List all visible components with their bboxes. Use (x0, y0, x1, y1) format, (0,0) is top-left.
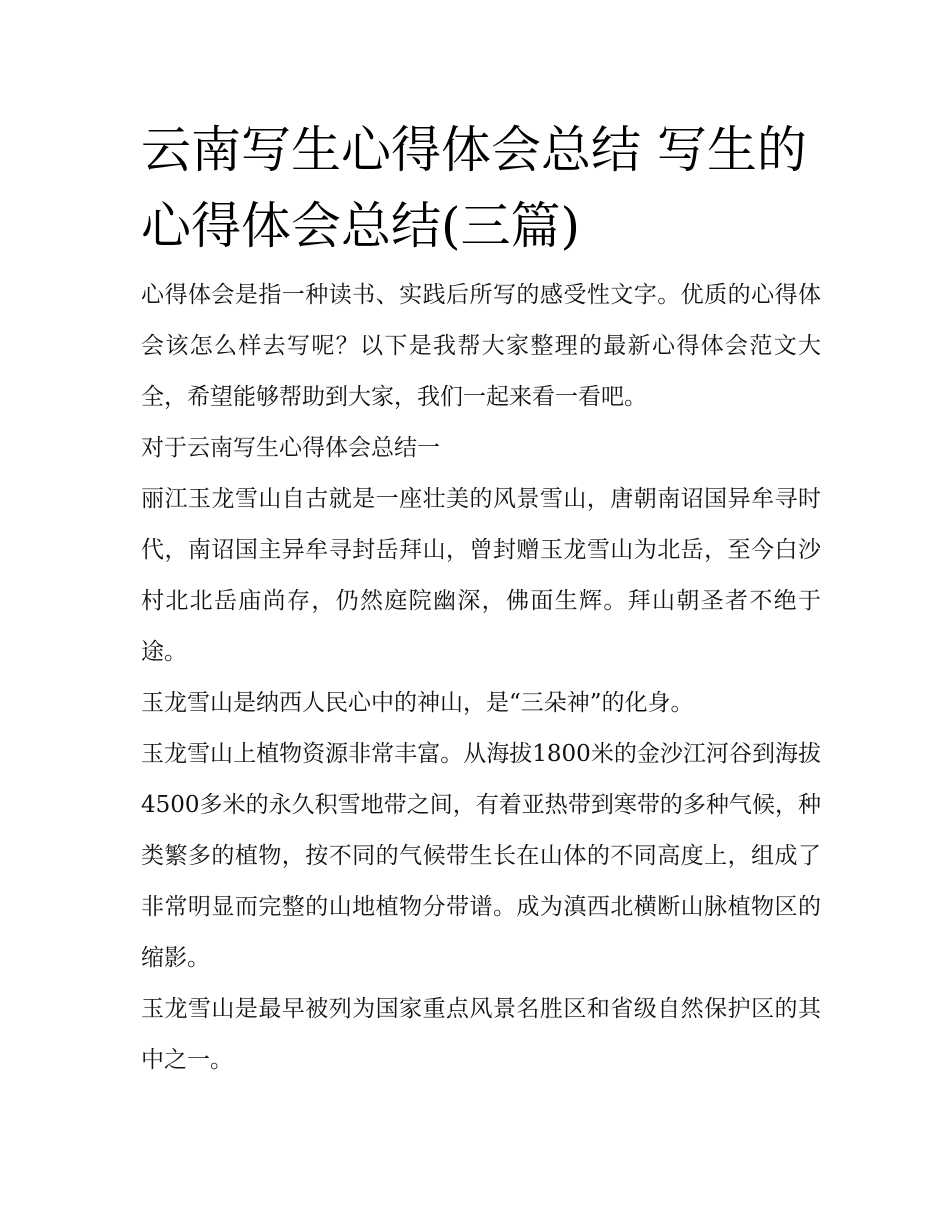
body-paragraph: 玉龙雪山上植物资源非常丰富。从海拔1800米的金沙江河谷到海拔4500多米的永久积雪地带之间，有着亚热带到寒带的多种气候，种类繁多的植物，按不同的气候带生长在山体的不同高度上，组成了非常明显而完整的山地植物分带谱。成为滇西北横断山脉植物区的缩影。 (141, 741, 821, 971)
document-title: 云南写生心得体会总结 写生的心得体会总结(三篇) (141, 121, 807, 255)
document-page (141, 112, 821, 1086)
intro-paragraph: 心得体会是指一种读书、实践后所写的感受性文字。优质的心得体会该怎么样去写呢？以下是我帮大家整理的最新心得体会范文大全，希望能够帮助到大家，我们一起来看一看吧。 (141, 282, 821, 410)
body-paragraph: 玉龙雪山是纳西人民心中的神山，是“三朵神”的化身。 (141, 690, 694, 716)
body-paragraph: 玉龙雪山是最早被列为国家重点风景名胜区和省级自然保护区的其中之一。 (141, 996, 821, 1073)
section-heading: 对于云南写生心得体会总结一 (141, 435, 440, 461)
body-paragraph: 丽江玉龙雪山自古就是一座壮美的风景雪山，唐朝南诏国异牟寻时代，南诏国主异牟寻封岳拜山，曾封赠玉龙雪山为北岳，至今白沙村北北岳庙尚存，仍然庭院幽深，佛面生辉。拜山朝圣者不绝于途。 (141, 486, 821, 665)
